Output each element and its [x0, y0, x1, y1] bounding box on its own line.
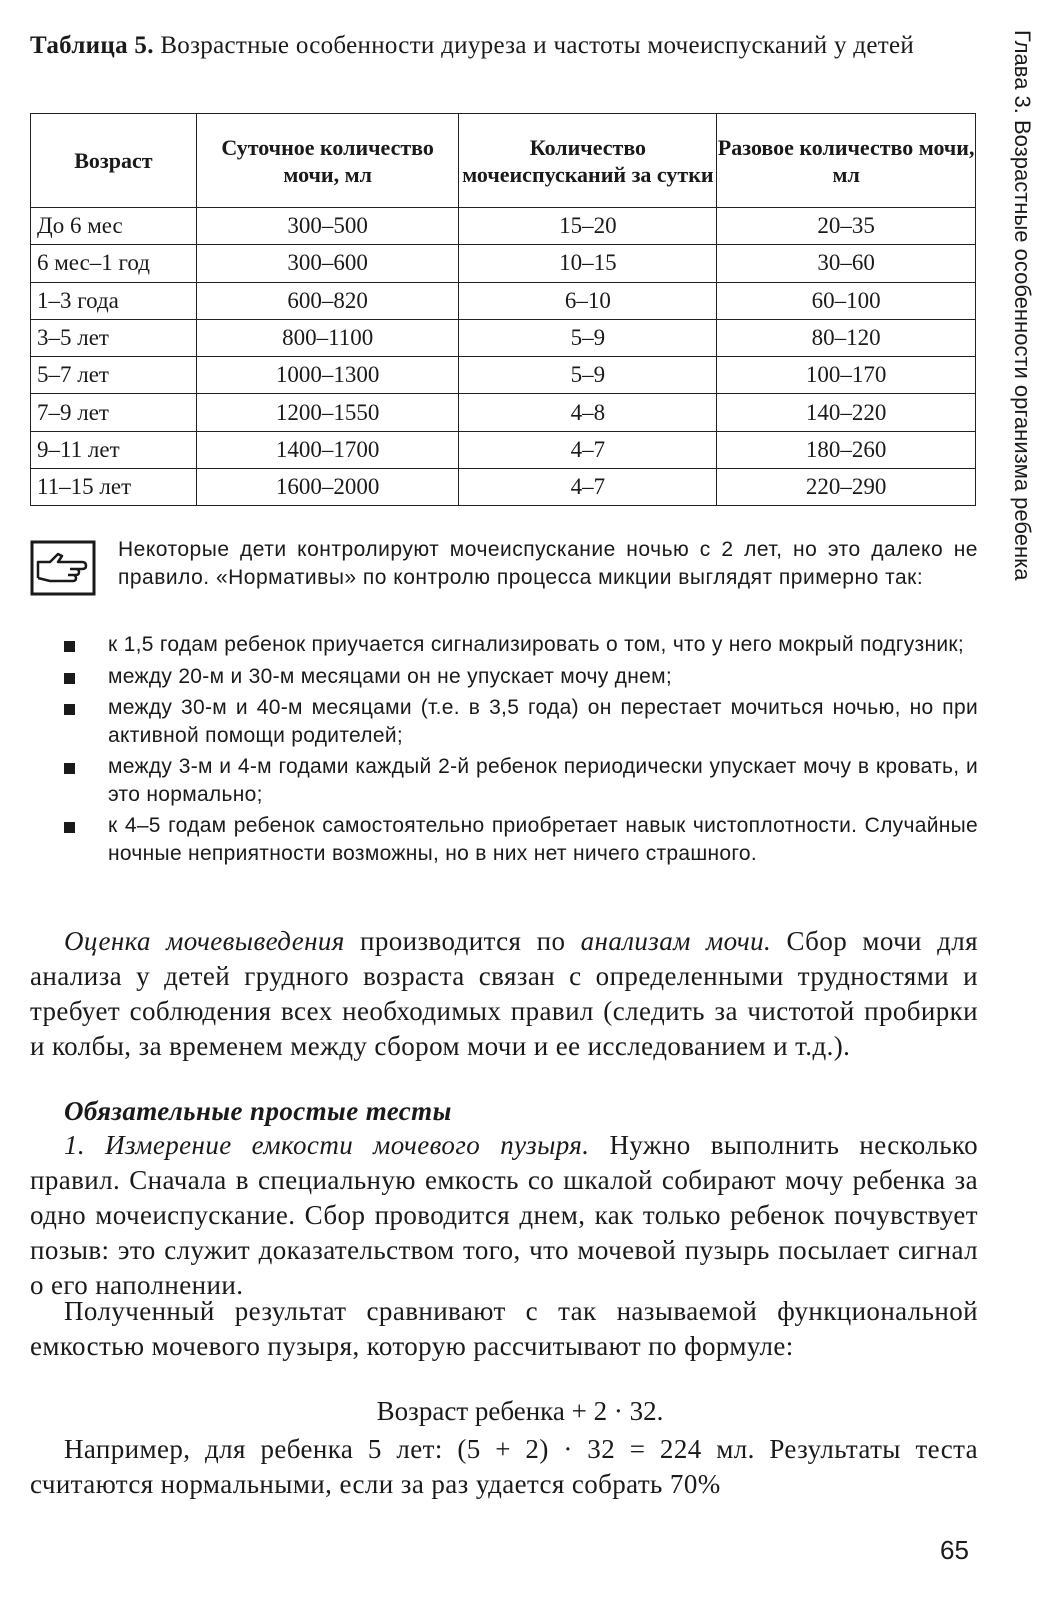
cell-single: 180–260 — [717, 431, 976, 468]
cell-age: 7–9 лет — [31, 394, 197, 431]
cell-count: 5–9 — [459, 357, 717, 394]
paragraph-bladder-capacity — [30, 1128, 978, 1303]
table-caption — [30, 30, 980, 62]
emphasis-term: 1. Измерение емкости мочевого пузыря. — [64, 1130, 590, 1160]
cell-age: 5–7 лет — [31, 357, 197, 394]
paragraph-text: производится по — [344, 926, 581, 956]
cell-count: 4–7 — [459, 469, 717, 506]
cell-daily: 1400–1700 — [196, 431, 459, 468]
header-single-volume: Разовое количество мочи, мл — [717, 114, 976, 208]
table-row — [31, 394, 976, 431]
list-item-text: между 20-м и 30-м месяцами он не упускает мочу днем; — [108, 664, 672, 688]
paragraph-text: Нужно выполнить несколько правил. Сначала в специальную емкость со шкалой собирают мочу ребенка за одно мочеиспускание. Сбор проводится днем, как только ребенок почувствует позыв: это служит доказательством того, что мочевой пузырь посылает сигнал о его наполнении. — [30, 1130, 978, 1300]
list-item — [30, 663, 978, 691]
table-header-row — [31, 114, 976, 208]
list-item — [30, 812, 978, 867]
table-row — [31, 469, 976, 506]
bullet-square-icon — [64, 673, 75, 684]
list-item-text: между 30-м и 40-м месяцами (т.е. в 3,5 года) он перестает мочиться ночью, но при активной помощи родителей; — [108, 696, 978, 747]
formula: Возраст ребенка + 2 · 32. — [376, 1396, 664, 1426]
cell-single: 20–35 — [717, 208, 976, 245]
page-number: 65 — [940, 1535, 969, 1565]
list-item-text: к 1,5 годам ребенок приучается сигнализировать о том, что у него мокрый подгузник; — [108, 633, 964, 656]
cell-count: 4–7 — [459, 431, 717, 468]
cell-single: 80–120 — [717, 319, 976, 356]
cell-daily: 1600–2000 — [196, 469, 459, 506]
header-daily-volume: Суточное количество мочи, мл — [196, 114, 459, 208]
table-row — [31, 357, 976, 394]
cell-single: 220–290 — [717, 469, 976, 506]
paragraph-example: Например, для ребенка 5 лет: (5 + 2) · 32 = 224 мл. Результаты теста считаются нормальными, если за раз удается собрать 70% — [30, 1434, 978, 1499]
bullet-square-icon — [64, 704, 75, 715]
table-row — [31, 245, 976, 282]
emphasis-term: Оценка мочевыведения — [64, 926, 345, 956]
cell-daily: 300–500 — [196, 208, 459, 245]
bullet-square-icon — [64, 822, 75, 833]
list-item-text: к 4–5 годам ребенок самостоятельно приобретает навык чистоплотности. Случайные ночные неприятности возможны, но в них нет ничего страшного. — [108, 814, 978, 865]
table-row — [31, 282, 976, 319]
table-row — [31, 431, 976, 468]
cell-count: 5–9 — [459, 319, 717, 356]
list-item — [30, 753, 978, 808]
caption-label: Таблица 5. — [30, 32, 154, 59]
cell-age: 6 мес–1 год — [31, 245, 197, 282]
subheading: Обязательные простые тесты — [64, 1096, 452, 1126]
table-row — [31, 319, 976, 356]
cell-age: 3–5 лет — [31, 319, 197, 356]
cell-single: 140–220 — [717, 394, 976, 431]
cell-daily: 1200–1550 — [196, 394, 459, 431]
paragraph-text: Сбор мочи для анализа у детей грудного возраста связан с определенными трудностями и требует соблюдения всех необходимых правил (следить за чистотой пробирки и колбы, за временем между сбором мочи и ее исследованием и т.д.). — [30, 926, 978, 1061]
list-item — [30, 631, 978, 659]
cell-daily: 600–820 — [196, 282, 459, 319]
cell-daily: 800–1100 — [196, 319, 459, 356]
paragraph-functional-capacity: Полученный результат сравнивают с так называемой функциональной емкостью мочевого пузыря, которую рассчитывают по формуле: — [30, 1296, 978, 1361]
cell-single: 30–60 — [717, 245, 976, 282]
cell-count: 4–8 — [459, 394, 717, 431]
note-text: Некоторые дети контролируют мочеиспускание ночью с 2 лет, но это далеко не правило. «Нормативы» по контролю процесса микции выглядят примерно так: — [118, 538, 978, 589]
cell-single: 100–170 — [717, 357, 976, 394]
cell-age: До 6 мес — [31, 208, 197, 245]
cell-age: 9–11 лет — [31, 431, 197, 468]
list-item-text: между 3-м и 4-м годами каждый 2-й ребенок периодически упускает мочу в кровать, и это нормально; — [108, 755, 978, 806]
pointing-hand-icon — [30, 540, 96, 596]
header-age: Возраст — [31, 114, 197, 208]
running-header: Глава 3. Возрастные особенности организма ребенка — [1010, 30, 1035, 581]
cell-count: 6–10 — [459, 282, 717, 319]
emphasis-term: анализам мочи. — [580, 926, 772, 956]
header-urination-count: Количество мочеиспусканий за сутки — [459, 114, 717, 208]
paragraph-urine-analysis — [30, 924, 978, 1064]
bullet-square-icon — [64, 763, 75, 774]
cell-single: 60–100 — [717, 282, 976, 319]
list-item — [30, 694, 978, 749]
cell-count: 15–20 — [459, 208, 717, 245]
cell-age: 1–3 года — [31, 282, 197, 319]
caption-text: Возрастные особенности диуреза и частоты мочеиспусканий у детей — [160, 32, 915, 59]
diuresis-table — [30, 113, 976, 506]
cell-count: 10–15 — [459, 245, 717, 282]
table-row — [31, 208, 976, 245]
cell-age: 11–15 лет — [31, 469, 197, 506]
bullet-square-icon — [64, 641, 75, 652]
cell-daily: 1000–1300 — [196, 357, 459, 394]
cell-daily: 300–600 — [196, 245, 459, 282]
milestones-list — [30, 631, 978, 871]
